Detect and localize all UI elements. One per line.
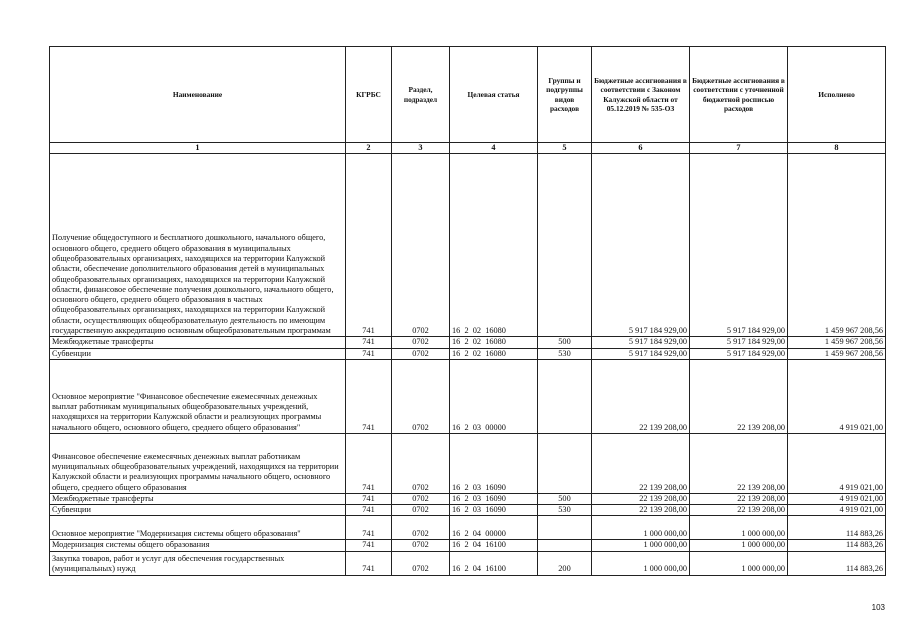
row-executed: 4 919 021,00 (788, 505, 886, 516)
table-row (50, 493, 886, 504)
row-kgrbs: 741 (346, 433, 392, 493)
row-law: 5 917 184 929,00 (592, 154, 690, 337)
row-group: 530 (538, 348, 592, 359)
col-number: 2 (346, 143, 392, 154)
row-target: 16 2 04 16100 (450, 551, 538, 575)
table-row (50, 540, 886, 551)
row-name: Межбюджетные трансферты (50, 493, 346, 504)
row-group (538, 540, 592, 551)
row-refined: 1 000 000,00 (690, 551, 788, 575)
row-group (538, 154, 592, 337)
row-target: 16 2 02 16080 (450, 154, 538, 337)
row-kgrbs: 741 (346, 516, 392, 540)
row-group (538, 359, 592, 433)
col-number: 5 (538, 143, 592, 154)
row-name: Финансовое обеспечение ежемесячных денежных выплат работникам муниципальных общеобразовательных учреждений, находящихся на территории Калужской области и реализующих программы начального общего, основного общего, среднего общего образования (50, 433, 346, 493)
row-law: 22 139 208,00 (592, 359, 690, 433)
row-executed: 1 459 967 208,56 (788, 348, 886, 359)
row-kgrbs: 741 (346, 337, 392, 348)
row-section: 0702 (392, 493, 450, 504)
row-executed: 114 883,26 (788, 551, 886, 575)
row-kgrbs: 741 (346, 505, 392, 516)
row-refined: 5 917 184 929,00 (690, 154, 788, 337)
col-number: 6 (592, 143, 690, 154)
row-group: 530 (538, 505, 592, 516)
row-target: 16 2 02 16080 (450, 337, 538, 348)
row-law: 22 139 208,00 (592, 433, 690, 493)
budget-table (49, 46, 886, 576)
row-section: 0702 (392, 359, 450, 433)
col-number: 4 (450, 143, 538, 154)
row-law: 5 917 184 929,00 (592, 348, 690, 359)
table-row (50, 337, 886, 348)
row-section: 0702 (392, 551, 450, 575)
row-name: Субвенции (50, 348, 346, 359)
row-group: 500 (538, 493, 592, 504)
table-header-row (50, 47, 886, 143)
row-executed: 1 459 967 208,56 (788, 154, 886, 337)
row-law: 1 000 000,00 (592, 516, 690, 540)
row-refined: 22 139 208,00 (690, 493, 788, 504)
table-row (50, 348, 886, 359)
row-executed: 4 919 021,00 (788, 433, 886, 493)
row-name: Основное мероприятие "Финансовое обеспечение ежемесячных денежных выплат работникам муниципальных общеобразовательных учреждений, находящихся на территории Калужской области и реализующих программы начального общего, основного общего, среднего общего образования" (50, 359, 346, 433)
row-section: 0702 (392, 348, 450, 359)
row-law: 1 000 000,00 (592, 551, 690, 575)
row-refined: 1 000 000,00 (690, 516, 788, 540)
row-executed: 114 883,26 (788, 516, 886, 540)
header-name: Наименование (50, 47, 346, 143)
row-section: 0702 (392, 433, 450, 493)
row-kgrbs: 741 (346, 359, 392, 433)
row-kgrbs: 741 (346, 348, 392, 359)
row-target: 16 2 04 00000 (450, 516, 538, 540)
row-executed: 4 919 021,00 (788, 493, 886, 504)
row-name: Основное мероприятие "Модернизация системы общего образования" (50, 516, 346, 540)
row-section: 0702 (392, 154, 450, 337)
row-law: 22 139 208,00 (592, 493, 690, 504)
row-target: 16 2 03 16090 (450, 433, 538, 493)
column-number-row (50, 143, 886, 154)
header-kgrbs: КГРБС (346, 47, 392, 143)
header-refined: Бюджетные ассигнования в соответствии с уточненной бюджетной росписью расходов (690, 47, 788, 143)
row-target: 16 2 03 16090 (450, 493, 538, 504)
row-name: Модернизация системы общего образования (50, 540, 346, 551)
row-group: 500 (538, 337, 592, 348)
table-row (50, 433, 886, 493)
row-name: Получение общедоступного и бесплатного дошкольного, начального общего, основного общего, среднего общего образования в муниципальных общеобразовательных организациях, находящихся на территории Калужской области, обеспечение дополнительного образования детей в муниципальных общеобразовательных организациях, находящихся на территории Калужской области, финансовое обеспечение получения дошкольного, начального общего, основного общего, среднего общего образования в частных общеобразовательных организациях, находящихся на территории Калужской области, осуществляющих общеобразовательную деятельность по имеющим государственную аккредитацию основным общеобразовательным программам (50, 154, 346, 337)
row-name: Субвенции (50, 505, 346, 516)
row-target: 16 2 03 00000 (450, 359, 538, 433)
row-kgrbs: 741 (346, 154, 392, 337)
row-name: Межбюджетные трансферты (50, 337, 346, 348)
header-section: Раздел, подраздел (392, 47, 450, 143)
row-executed: 1 459 967 208,56 (788, 337, 886, 348)
row-law: 22 139 208,00 (592, 505, 690, 516)
header-law: Бюджетные ассигнования в соответствии с Законом Калужской области от 05.12.2019 № 535-ОЗ (592, 47, 690, 143)
row-group: 200 (538, 551, 592, 575)
row-refined: 22 139 208,00 (690, 433, 788, 493)
row-refined: 22 139 208,00 (690, 505, 788, 516)
col-number: 8 (788, 143, 886, 154)
row-kgrbs: 741 (346, 540, 392, 551)
row-executed: 114 883,26 (788, 540, 886, 551)
col-number: 3 (392, 143, 450, 154)
row-law: 5 917 184 929,00 (592, 337, 690, 348)
row-section: 0702 (392, 505, 450, 516)
row-refined: 1 000 000,00 (690, 540, 788, 551)
row-group (538, 433, 592, 493)
table-row (50, 359, 886, 433)
row-name: Закупка товаров, работ и услуг для обеспечения государственных (муниципальных) нужд (50, 551, 346, 575)
col-number: 1 (50, 143, 346, 154)
row-target: 16 2 03 16090 (450, 505, 538, 516)
row-target: 16 2 04 16100 (450, 540, 538, 551)
header-groups: Группы и подгруппы видов расходов (538, 47, 592, 143)
table-row (50, 154, 886, 337)
row-law: 1 000 000,00 (592, 540, 690, 551)
row-refined: 5 917 184 929,00 (690, 337, 788, 348)
row-refined: 5 917 184 929,00 (690, 348, 788, 359)
row-refined: 22 139 208,00 (690, 359, 788, 433)
row-section: 0702 (392, 540, 450, 551)
row-group (538, 516, 592, 540)
row-executed: 4 919 021,00 (788, 359, 886, 433)
row-target: 16 2 02 16080 (450, 348, 538, 359)
row-section: 0702 (392, 337, 450, 348)
table-row (50, 551, 886, 575)
page-number: 103 (871, 603, 885, 612)
table-row (50, 505, 886, 516)
row-kgrbs: 741 (346, 551, 392, 575)
row-section: 0702 (392, 516, 450, 540)
header-target: Целевая статья (450, 47, 538, 143)
table-row (50, 516, 886, 540)
header-executed: Исполнено (788, 47, 886, 143)
col-number: 7 (690, 143, 788, 154)
row-kgrbs: 741 (346, 493, 392, 504)
